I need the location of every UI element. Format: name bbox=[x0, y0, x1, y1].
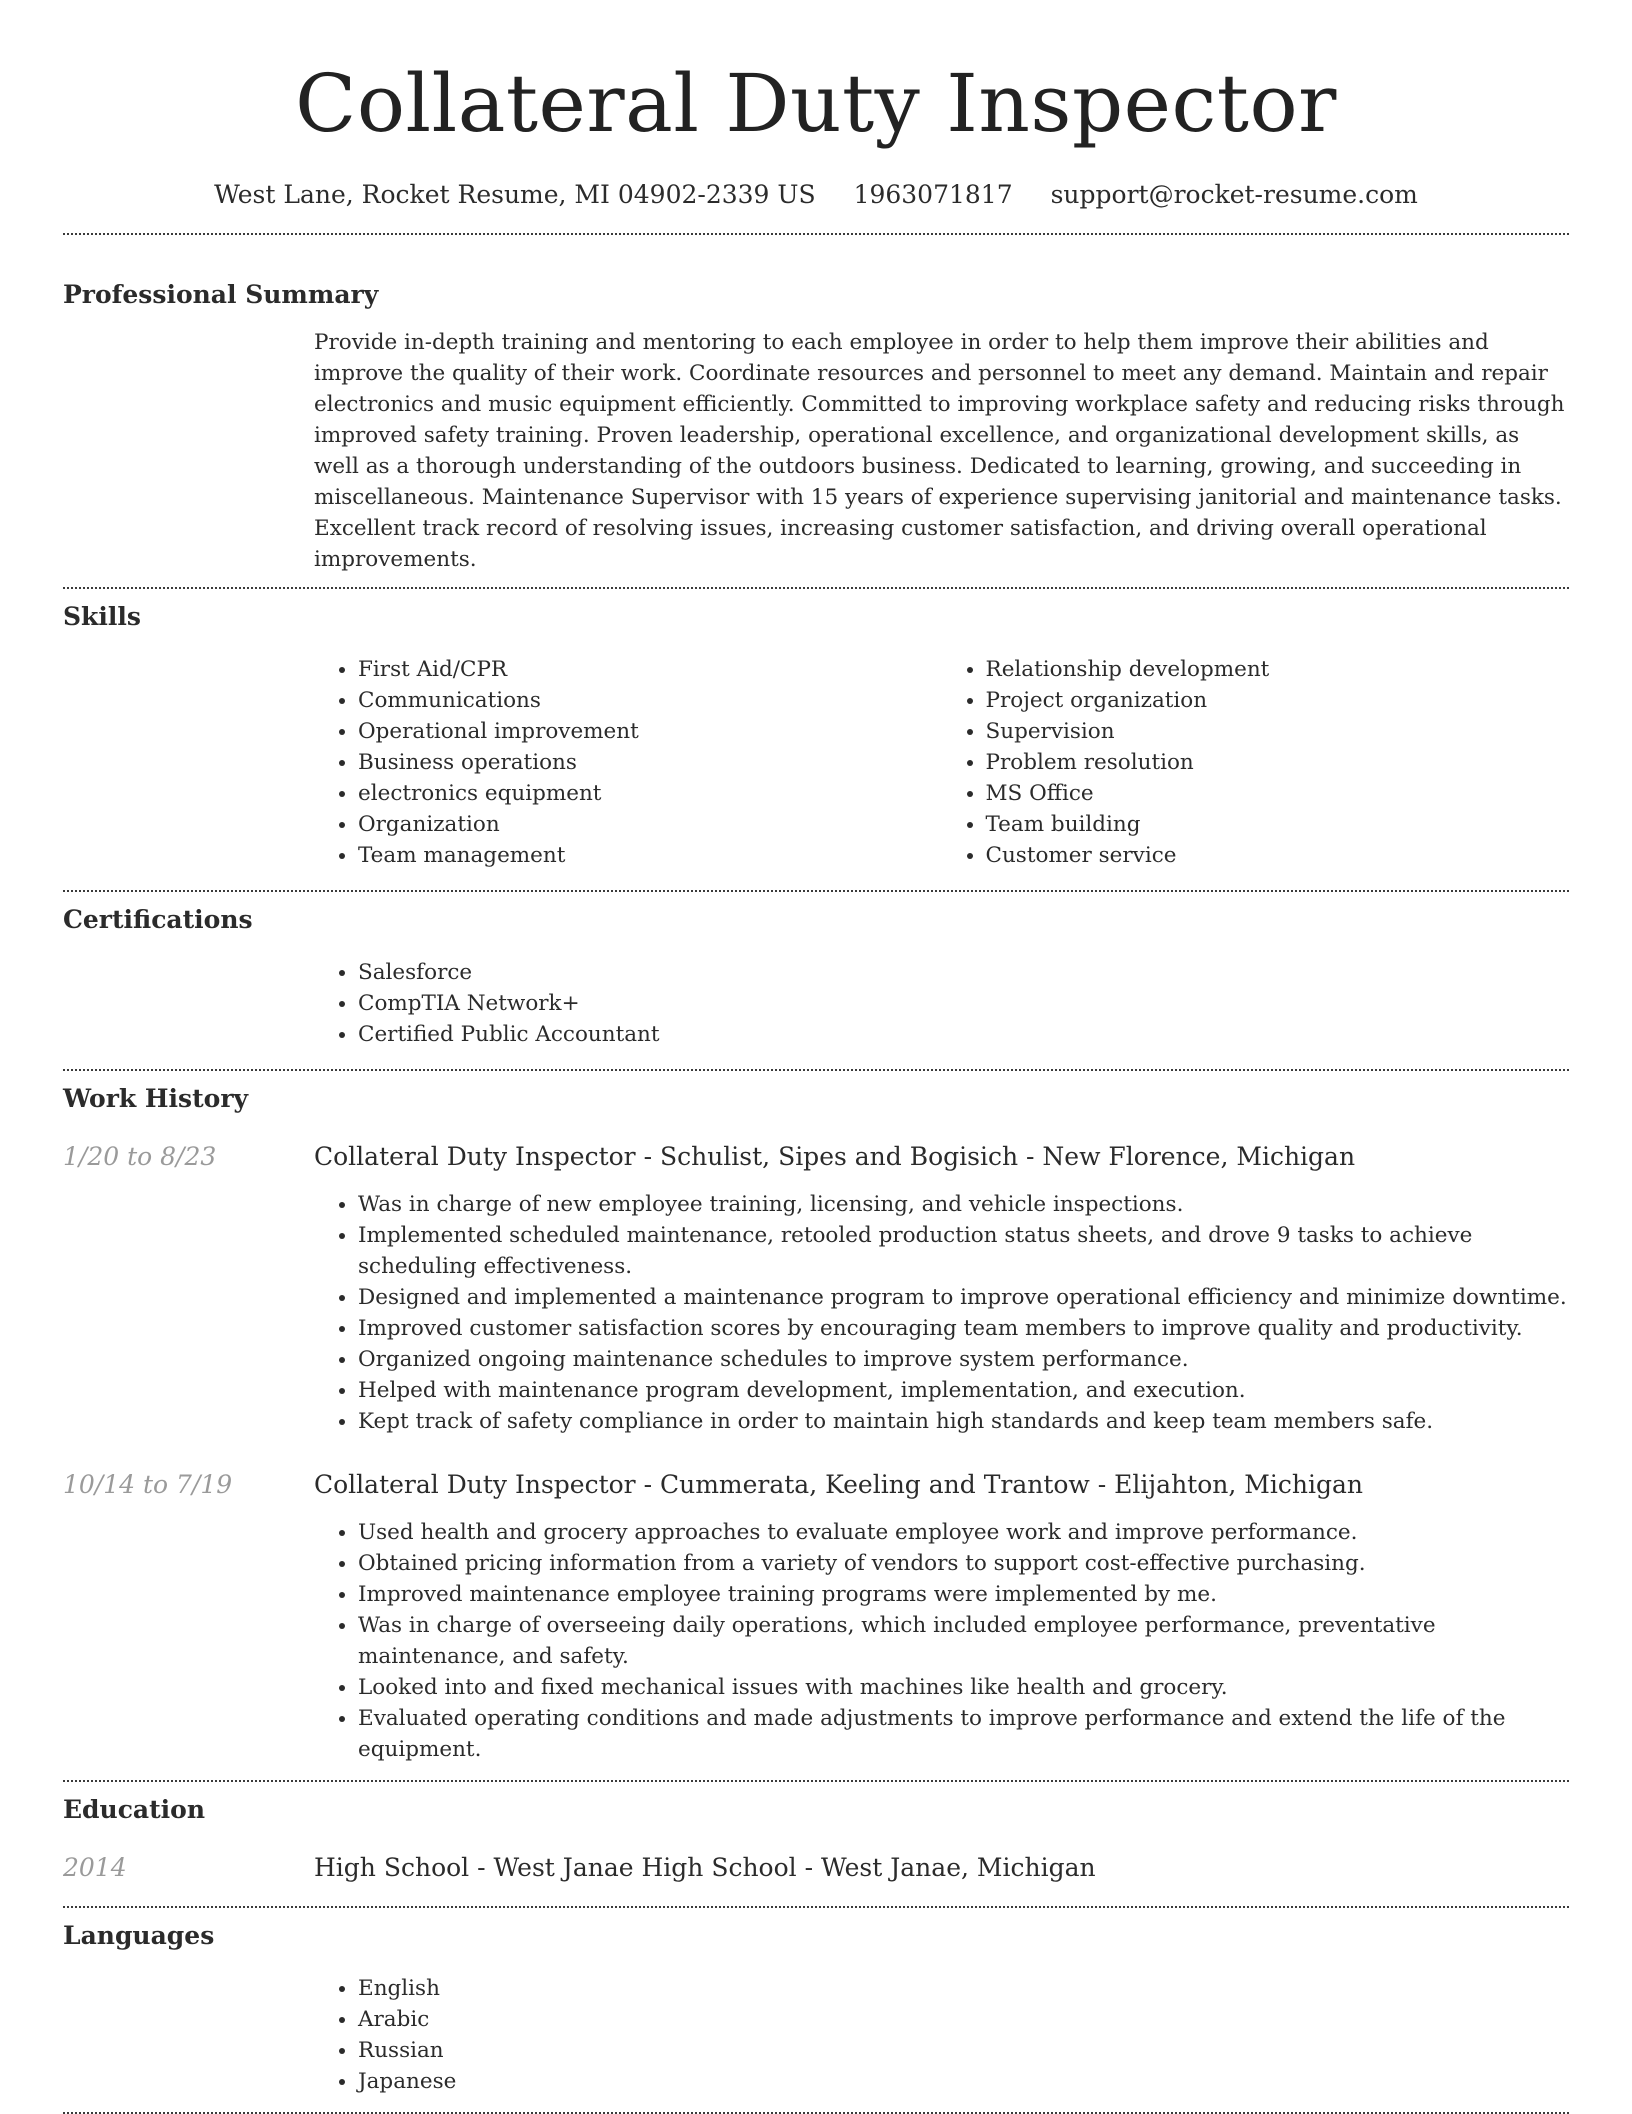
divider bbox=[63, 1069, 1569, 1071]
job-bullet: • Obtained pricing information from a variety of vendors to support cost-effective purchasing. bbox=[358, 1548, 1569, 1579]
skill-item: • Organization bbox=[358, 809, 942, 840]
education-section bbox=[63, 1793, 1569, 1885]
skill-item: • Communications bbox=[358, 685, 942, 716]
certifications-section bbox=[63, 903, 1569, 1050]
certifications-title: Certifications bbox=[63, 905, 253, 934]
languages-list bbox=[314, 1973, 1569, 2097]
job-bullet: • Used health and grocery approaches to evaluate employee work and improve performance. bbox=[358, 1517, 1569, 1548]
candidate-name: Collateral Duty Inspector bbox=[295, 57, 1337, 150]
skill-item: • Business operations bbox=[358, 747, 942, 778]
job-entry bbox=[63, 1140, 1569, 1174]
language-item: • Arabic bbox=[358, 2004, 1569, 2035]
job-bullet: • Looked into and fixed mechanical issues with machines like health and grocery. bbox=[358, 1672, 1569, 1703]
skills-list-left bbox=[314, 654, 942, 871]
skill-item: • Operational improvement bbox=[358, 716, 942, 747]
job-heading: Collateral Duty Inspector - Cummerata, Keeling and Trantow - Elijahton, Michigan bbox=[314, 1470, 1363, 1499]
contact-email: support@rocket-resume.com bbox=[1050, 180, 1418, 209]
divider bbox=[63, 890, 1569, 892]
job-bullet-list bbox=[314, 1517, 1569, 1765]
skill-item: • Problem resolution bbox=[986, 747, 1570, 778]
job-bullet: • Improved customer satisfaction scores by encouraging team members to improve quality and productivity. bbox=[358, 1313, 1569, 1344]
job-bullet-list bbox=[314, 1189, 1569, 1437]
job-bullet: • Designed and implemented a maintenance program to improve operational efficiency and minimize downtime. bbox=[358, 1282, 1569, 1313]
skill-item: • electronics equipment bbox=[358, 778, 942, 809]
job-bullets bbox=[314, 1189, 1569, 1437]
work-section bbox=[63, 1082, 1569, 1765]
work-title: Work History bbox=[63, 1084, 249, 1113]
certification-item: • CompTIA Network+ bbox=[358, 988, 1569, 1019]
language-item: • Russian bbox=[358, 2035, 1569, 2066]
language-item: • English bbox=[358, 1973, 1569, 2004]
languages-title: Languages bbox=[63, 1921, 215, 1950]
skills-section bbox=[63, 600, 1569, 871]
job-bullet: • Implemented scheduled maintenance, retooled production status sheets, and drove 9 tasks to achieve scheduling effectiveness. bbox=[358, 1220, 1569, 1282]
job-dates: 1/20 to 8/23 bbox=[63, 1142, 217, 1171]
contact-phone: 1963071817 bbox=[853, 180, 1013, 209]
summary-text: Provide in-depth training and mentoring to each employee in order to help them improve their abilities and improve the quality of their work. Coordinate resources and personnel to meet any demand. Maintain and repair electronics and music equipment efficiently. Committed to improving workplace safety and reducing risks through improved safety training. Proven leadership, operational excellence, and organizational development skills, as well as a thorough understanding of the outdoors business. Dedicated to learning, growing, and succeeding in miscellaneous. Maintenance Supervisor with 15 years of experience supervising janitorial and maintenance tasks. Excellent track record of resolving issues, increasing customer satisfaction, and driving overall operational improvements. bbox=[314, 330, 1565, 572]
languages-section bbox=[63, 1919, 1569, 2097]
divider bbox=[63, 233, 1569, 235]
education-year: 2014 bbox=[63, 1853, 127, 1882]
divider bbox=[63, 587, 1569, 589]
skills-title: Skills bbox=[63, 602, 141, 631]
skill-item: • Relationship development bbox=[986, 654, 1570, 685]
certifications-list bbox=[314, 957, 1569, 1050]
contact-address: West Lane, Rocket Resume, MI 04902-2339 US bbox=[214, 180, 816, 209]
education-heading: High School - West Janae High School - West Janae, Michigan bbox=[314, 1853, 1096, 1882]
skill-item: • MS Office bbox=[986, 778, 1570, 809]
job-entry bbox=[63, 1468, 1569, 1502]
job-heading: Collateral Duty Inspector - Schulist, Sipes and Bogisich - New Florence, Michigan bbox=[314, 1142, 1356, 1171]
job-dates: 10/14 to 7/19 bbox=[63, 1470, 233, 1499]
job-bullet: • Organized ongoing maintenance schedules to improve system performance. bbox=[358, 1344, 1569, 1375]
skill-item: • Team management bbox=[358, 840, 942, 871]
languages-body bbox=[314, 1973, 1569, 2097]
job-bullet: • Kept track of safety compliance in order to maintain high standards and keep team members safe. bbox=[358, 1406, 1569, 1437]
summary-title: Professional Summary bbox=[63, 280, 379, 309]
job-bullet: • Was in charge of new employee training, licensing, and vehicle inspections. bbox=[358, 1189, 1569, 1220]
skill-item: • Customer service bbox=[986, 840, 1570, 871]
skill-item: • First Aid/CPR bbox=[358, 654, 942, 685]
skill-item: • Supervision bbox=[986, 716, 1570, 747]
contact-line bbox=[63, 178, 1569, 212]
certifications-body bbox=[314, 957, 1569, 1050]
summary-section bbox=[63, 278, 1569, 575]
skills-list-right bbox=[942, 654, 1570, 871]
certification-item: • Certified Public Accountant bbox=[358, 1019, 1569, 1050]
job-bullet: • Was in charge of overseeing daily operations, which included employee performance, preventative maintenance, and safety. bbox=[358, 1610, 1569, 1672]
language-item: • Japanese bbox=[358, 2066, 1569, 2097]
certification-item: • Salesforce bbox=[358, 957, 1569, 988]
job-bullet: • Improved maintenance employee training programs were implemented by me. bbox=[358, 1579, 1569, 1610]
job-bullet: • Evaluated operating conditions and made adjustments to improve performance and extend the life of the equipment. bbox=[358, 1703, 1569, 1765]
skills-grid bbox=[314, 654, 1569, 871]
skill-item: • Project organization bbox=[986, 685, 1570, 716]
education-entry bbox=[63, 1851, 1569, 1885]
education-title: Education bbox=[63, 1795, 206, 1824]
job-bullets bbox=[314, 1517, 1569, 1765]
divider bbox=[63, 1906, 1569, 1908]
skill-item: • Team building bbox=[986, 809, 1570, 840]
divider bbox=[63, 1780, 1569, 1782]
job-bullet: • Helped with maintenance program development, implementation, and execution. bbox=[358, 1375, 1569, 1406]
